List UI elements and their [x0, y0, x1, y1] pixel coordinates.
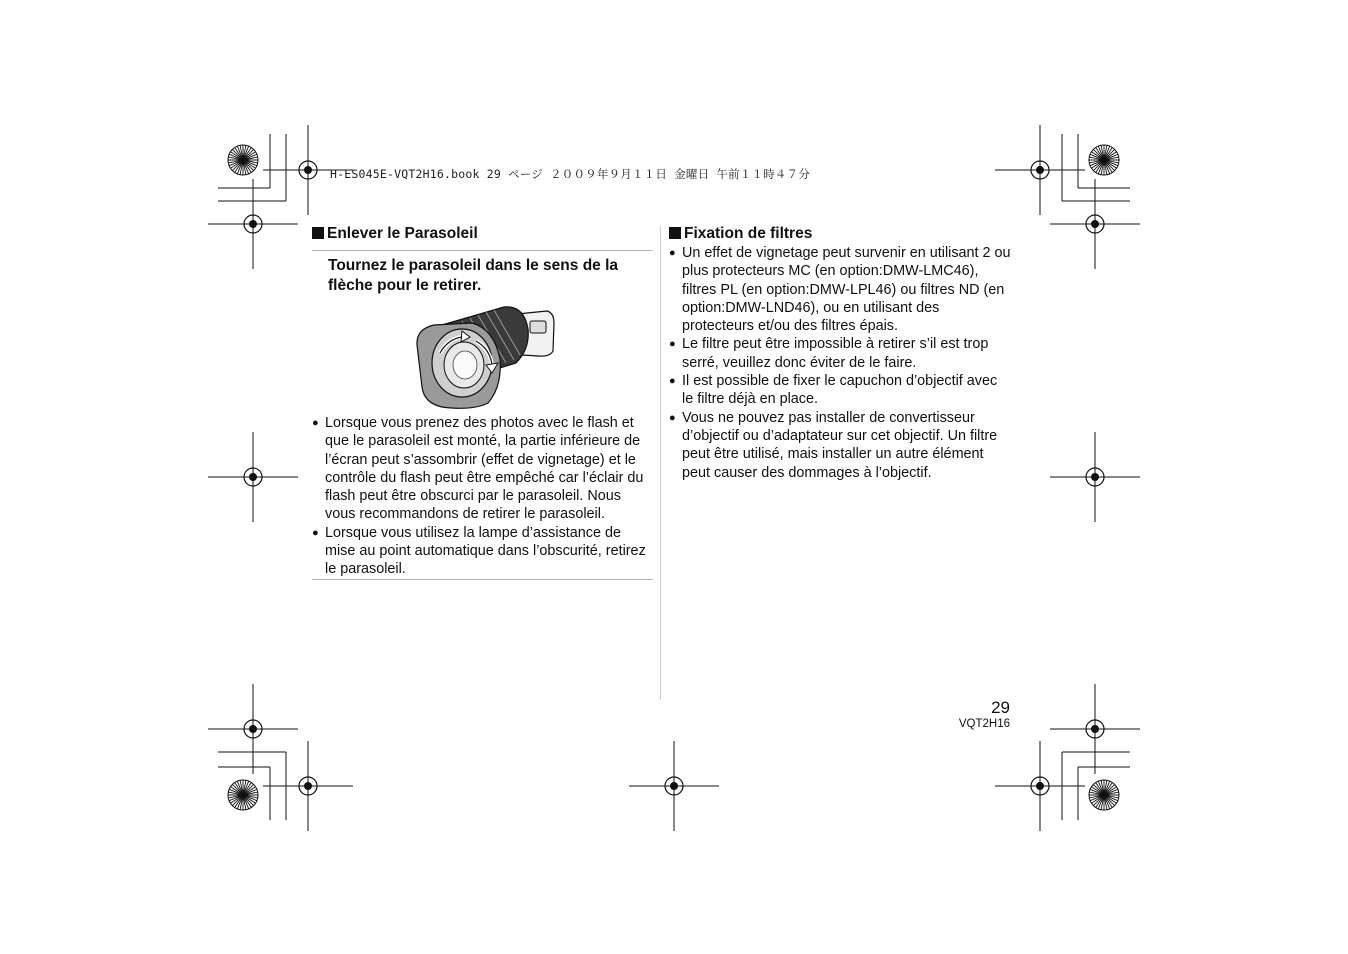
left-section-title: Enlever le Parasoleil [312, 225, 478, 243]
list-item: ● Vous ne pouvez pas installer de convertisseur d’objectif ou d’adaptateur sur cet objectif. Un filtre peut être utilisé, mais installer un autre élément peut causer des dommages à l’objectif. [669, 409, 998, 481]
list-item: ● Il est possible de fixer le capuchon d’objectif avec le filtre déjà en place. [669, 373, 998, 408]
list-item: ● Lorsque vous prenez des photos avec le flash et que le parasoleil est monté, la partie inférieure de l’écran peut s’assombrir (effet de vignetage) et le contrôle du flash peut être empêché car l’éclair du flash peut être obscurci par le parasoleil. Nous vous recommandons de retirer le parasoleil. [312, 415, 644, 523]
bullet-icon: ● [312, 526, 319, 539]
section-divider [312, 250, 653, 251]
bullet-icon: ● [669, 375, 676, 388]
instruction-text: Tournez le parasoleil dans le sens de la flèche pour le retirer. [328, 257, 619, 294]
bullet-icon: ● [669, 338, 676, 351]
page-number: 29 [991, 698, 1010, 717]
right-section-title: Fixation de filtres [669, 225, 812, 243]
lens-hood-illustration [412, 303, 556, 411]
section-divider [312, 579, 653, 580]
list-item: ● Le filtre peut être impossible à retirer s’il est trop serré, veuillez donc éviter de le faire. [669, 336, 989, 371]
square-bullet-icon [669, 227, 681, 239]
left-bullet-list [312, 414, 654, 579]
bullet-icon: ● [669, 247, 676, 259]
right-bullet-list [669, 244, 1011, 482]
square-bullet-icon [312, 227, 324, 239]
list-item: ● Lorsque vous utilisez la lampe d’assistance de mise au point automatique dans l’obscurité, retirez le parasoleil. [312, 524, 646, 578]
bullet-icon: ● [669, 411, 676, 424]
column-separator [660, 226, 661, 700]
print-header: H-ES045E-VQT2H16.book 29 ページ ２００９年９月１１日 金曜日 午前１１時４７分 [330, 167, 811, 181]
list-item: ● Un effet de vignetage peut survenir en utilisant 2 ou plus protecteurs MC (en option:DMW-LMC46), filtres PL (en option:DMW-LPL46) ou filtres ND (en option:DMW-LND46), ou en utilisant des protecteurs et/ou des filtres épais. [669, 245, 1011, 335]
model-code: VQT2H16 [958, 718, 1010, 730]
bullet-icon: ● [312, 417, 319, 429]
